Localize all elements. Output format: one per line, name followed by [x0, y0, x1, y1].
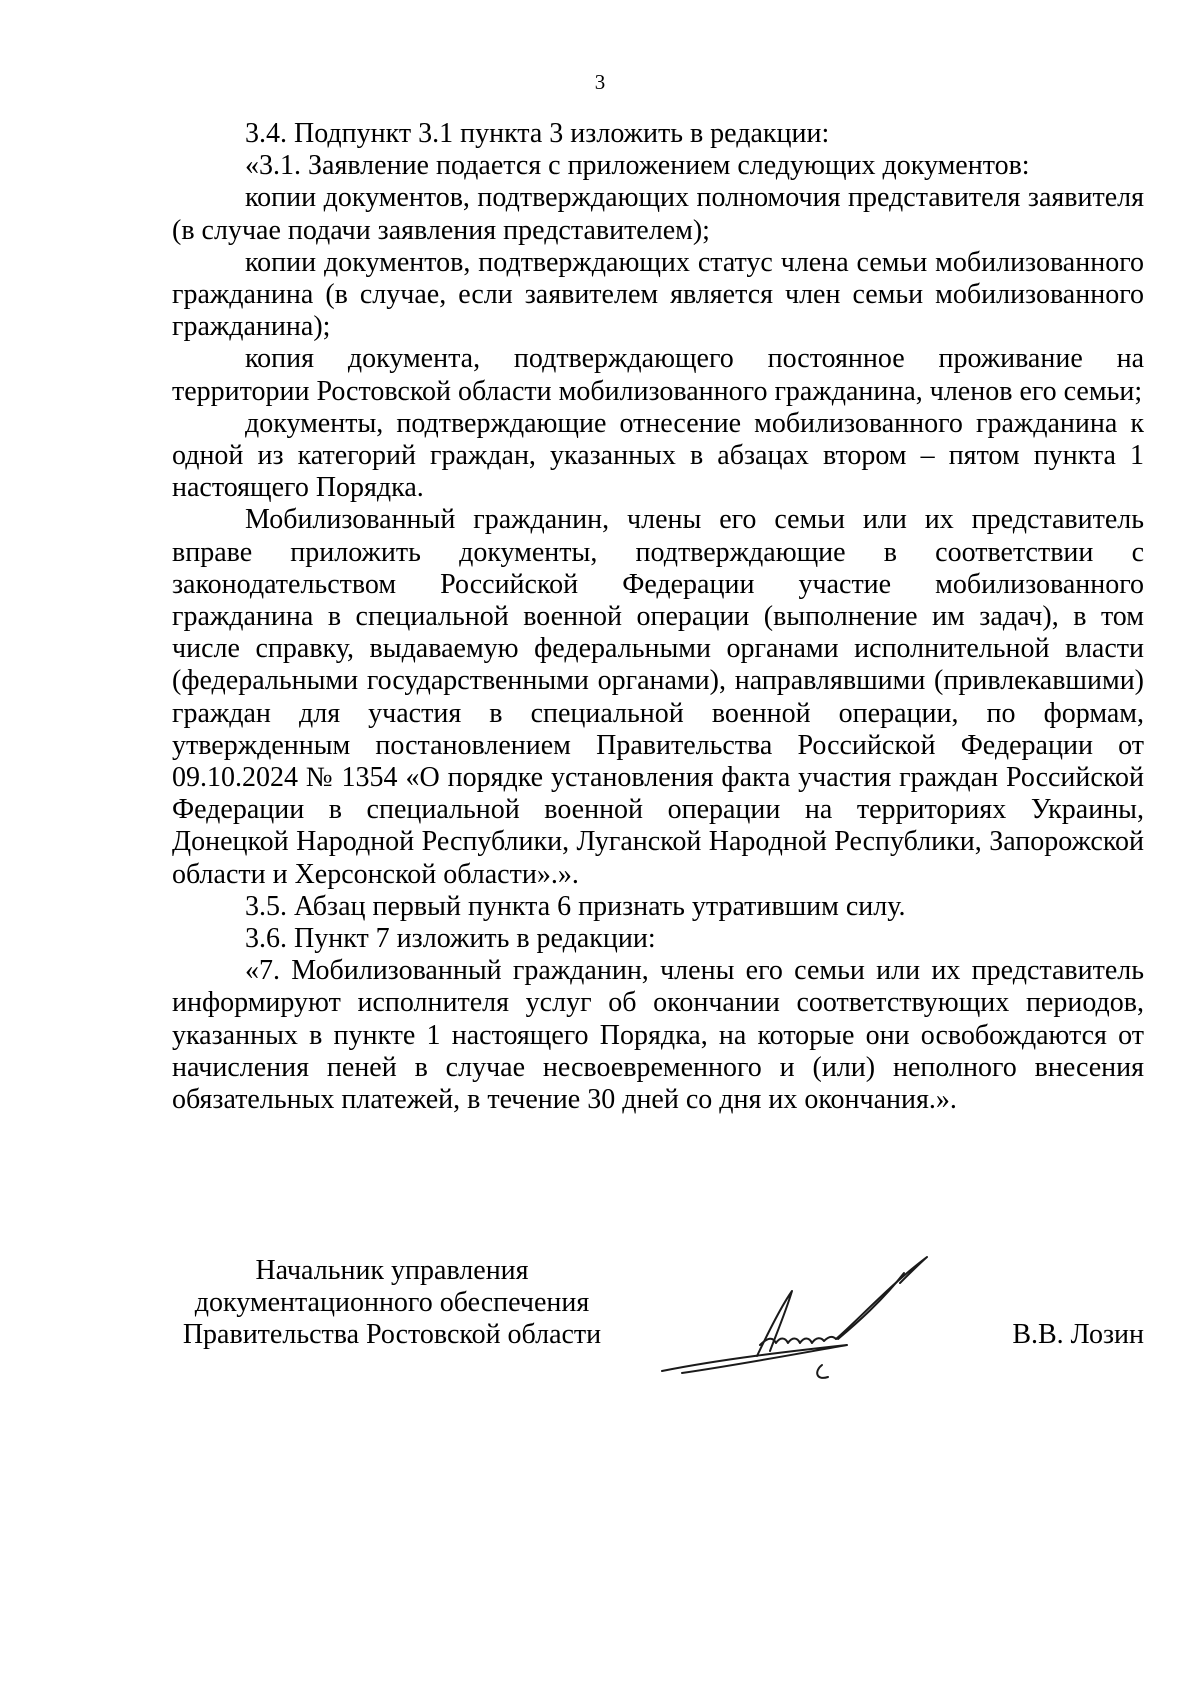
paragraph: «7. Мобилизованный гражданин, члены его семьи или их представитель информируют исполнителя услуг об окончании соответствующих периодов, указанных в пункте 1 настоящего Порядка, на которые они освобождаются от начисления пеней в случае несвоевременного и (или) неполного внесения обязательных платежей, в течение 30 дней со дня их окончания.». — [172, 955, 1144, 1116]
signer-name: В.В. Лозин — [1012, 1319, 1144, 1350]
signer-position-line: Начальник управления — [255, 1255, 529, 1286]
paragraph: копии документов, подтверждающих полномочия представителя заявителя (в случае подачи заявления представителем); — [172, 182, 1144, 246]
document-body — [172, 118, 1144, 1116]
paragraph: копии документов, подтверждающих статус члена семьи мобилизованного гражданина (в случае, если заявителем является член семьи мобилизованного гражданина); — [172, 246, 1144, 343]
page-number: 3 — [594, 70, 606, 94]
paragraph: документы, подтверждающие отнесение мобилизованного гражданина к одной из категорий граждан, указанных в абзацах втором – пятом пункта 1 настоящего Порядка. — [172, 407, 1144, 504]
paragraph: 3.6. Пункт 7 изложить в редакции: — [245, 923, 656, 955]
signer-position-line: документационного обеспечения — [194, 1287, 590, 1318]
paragraph: 3.4. Подпункт 3.1 пункта 3 изложить в редакции: — [245, 118, 830, 149]
paragraph: 3.5. Абзац первый пункта 6 признать утратившим силу. — [245, 890, 906, 922]
paragraph: копия документа, подтверждающего постоянное проживание на территории Ростовской области мобилизованного гражданина, членов его семьи; — [172, 343, 1144, 407]
handwritten-signature — [642, 1243, 962, 1393]
signer-position — [172, 1255, 612, 1351]
signature-block — [172, 1255, 1144, 1395]
paragraph: Мобилизованный гражданин, члены его семьи или их представитель вправе приложить документы, подтверждающие в соответствии с законодательством Российской Федерации участие мобилизованного гражданина в специальной военной операции (выполнение им задач), в том числе справку, выдаваемую федеральными органами исполнительной власти (федеральными государственными органами), направлявшими (привлекавшими) граждан для участия в специальной военной операции, по формам, утвержденным постановлением Правительства Российской Федерации от 09.10.2024 № 1354 «О порядке установления факта участия граждан Российской Федерации в специальной военной операции на территориях Украины, Донецкой Народной Республики, Луганской Народной Республики, Запорожской области и Херсонской области».». — [172, 504, 1144, 890]
paragraph: «3.1. Заявление подается с приложением следующих документов: — [245, 150, 1030, 182]
signer-position-line: Правительства Ростовской области — [182, 1319, 602, 1350]
